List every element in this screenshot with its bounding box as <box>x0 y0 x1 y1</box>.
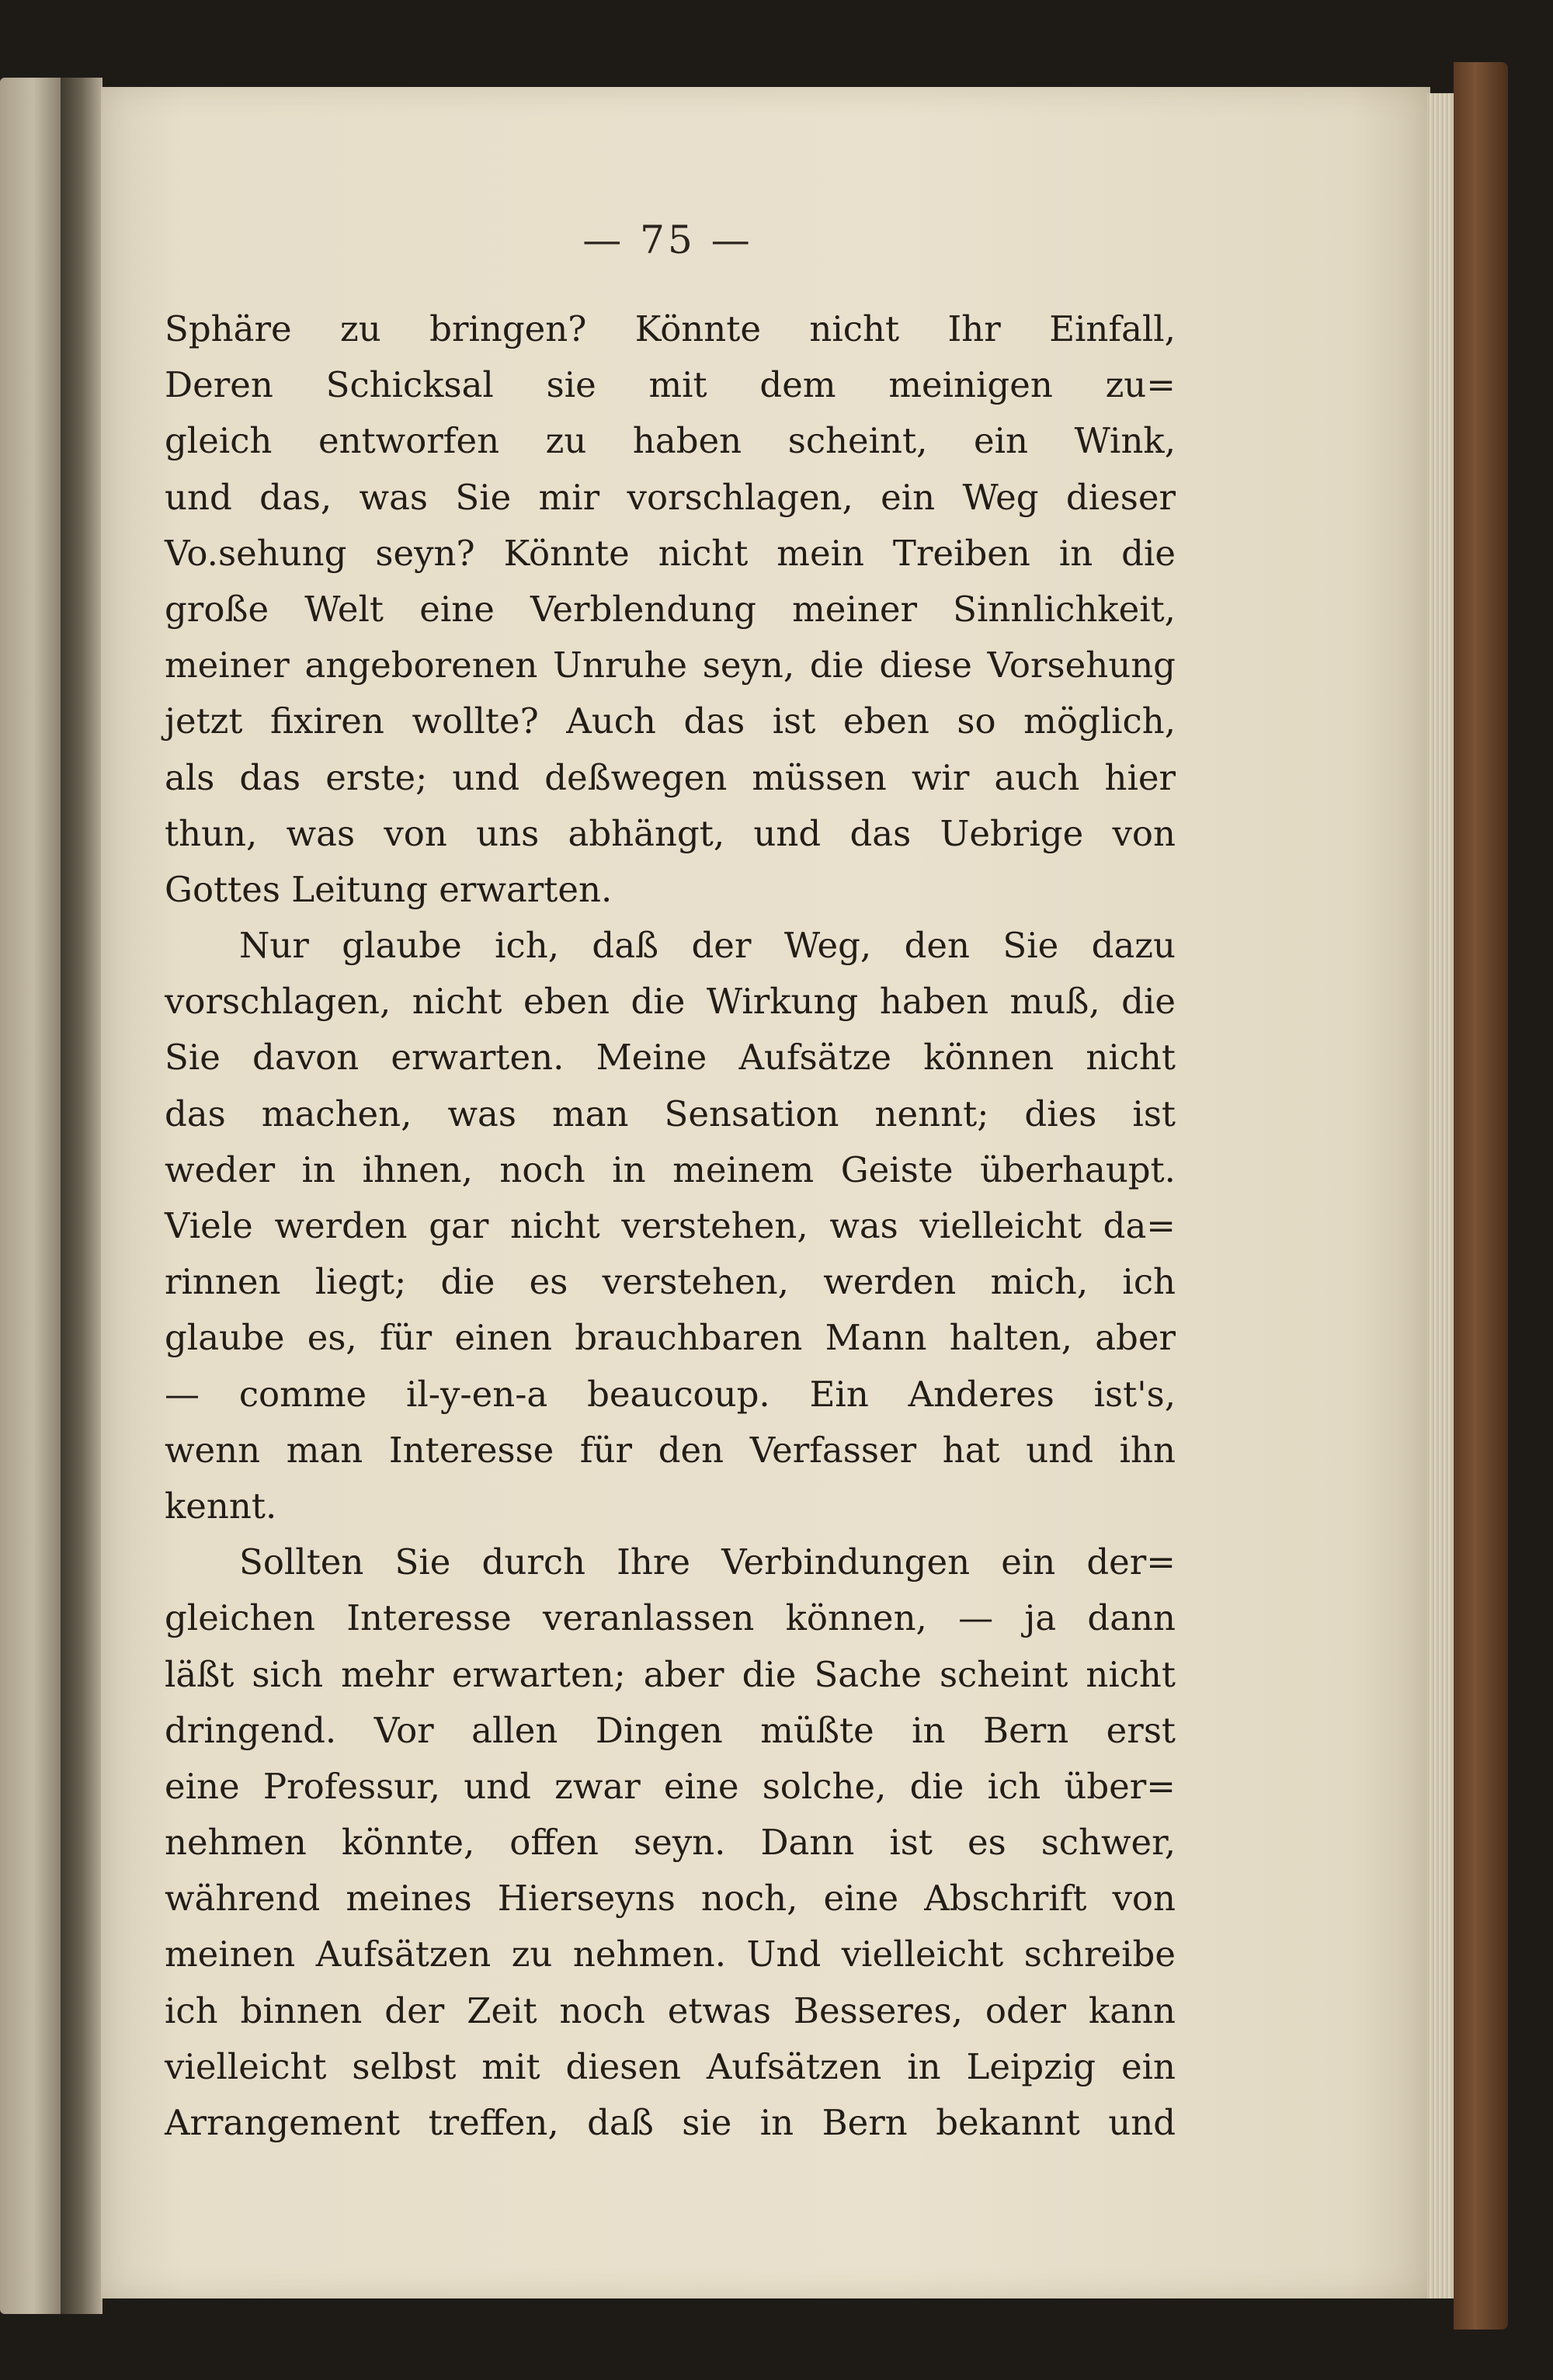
text-line: jetzt fixiren wollte? Auch das ist eben so möglich, <box>165 700 1176 742</box>
text-line: wenn man Interesse für den Verfasser hat und ihn <box>165 1429 1176 1471</box>
text-line: thun, was von uns abhängt, und das Uebrige von <box>165 812 1176 854</box>
text-line: gleich entworfen zu haben scheint, ein Wink, <box>165 420 1176 462</box>
previous-page-edge <box>0 78 61 2314</box>
text-line: Sphäre zu bringen? Könnte nicht Ihr Einfall, <box>165 308 1176 349</box>
text-line: — comme il-y-en-a beaucoup. Ein Anderes ist's, <box>165 1373 1176 1415</box>
text-line: Gottes Leitung erwarten. <box>165 868 613 910</box>
text-line: gleichen Interesse veranlassen können, — ja dann <box>165 1597 1176 1639</box>
text-line: Arrangement treffen, daß sie in Bern bekannt und <box>165 2102 1176 2143</box>
text-line: eine Professur, und zwar eine solche, die ich über= <box>165 1765 1176 1807</box>
text-line: als das erste; und deßwegen müssen wir auch hier <box>165 756 1176 798</box>
text-line: und das, was Sie mir vorschlagen, ein Weg dieser <box>165 476 1176 518</box>
text-line: Vo.sehung seyn? Könnte nicht mein Treiben in die <box>165 532 1176 574</box>
book-cover-edge <box>1454 62 1508 2330</box>
text-line: vorschlagen, nicht eben die Wirkung haben muß, die <box>165 981 1176 1023</box>
text-line: Deren Schicksal sie mit dem meinigen zu= <box>165 364 1176 406</box>
text-line: kennt. <box>165 1485 277 1527</box>
text-line: das machen, was man Sensation nennt; dies ist <box>165 1093 1176 1134</box>
text-line: Nur glaube ich, daß der Weg, den Sie dazu <box>239 925 1176 967</box>
book-gutter <box>61 78 102 2314</box>
text-line: weder in ihnen, noch in meinem Geiste überhaupt. <box>165 1148 1176 1190</box>
page-number: — 75 — <box>582 217 753 262</box>
text-line: glaube es, für einen brauchbaren Mann halten, aber <box>165 1317 1176 1359</box>
text-line: große Welt eine Verblendung meiner Sinnlichkeit, <box>165 588 1176 630</box>
text-line: während meines Hierseyns noch, eine Abschrift von <box>165 1878 1176 1920</box>
text-line: Viele werden gar nicht verstehen, was vielleicht da= <box>165 1205 1176 1246</box>
text-line: läßt sich mehr erwarten; aber die Sache scheint nicht <box>165 1653 1176 1695</box>
page-edges <box>1427 93 1454 2298</box>
body-text <box>165 301 1176 2151</box>
text-line: Sie davon erwarten. Meine Aufsätze können nicht <box>165 1037 1176 1079</box>
text-line: rinnen liegt; die es verstehen, werden mich, ich <box>165 1261 1176 1303</box>
text-line: vielleicht selbst mit diesen Aufsätzen in Leipzig ein <box>165 2045 1176 2087</box>
text-line: meinen Aufsätzen zu nehmen. Und vielleicht schreibe <box>165 1934 1176 1975</box>
text-line: dringend. Vor allen Dingen müßte in Bern erst <box>165 1709 1176 1751</box>
text-line: nehmen könnte, offen seyn. Dann ist es schwer, <box>165 1822 1176 1864</box>
text-line: meiner angeborenen Unruhe seyn, die diese Vorsehung <box>165 645 1176 686</box>
text-line: Sollten Sie durch Ihre Verbindungen ein der= <box>239 1541 1176 1583</box>
text-line: ich binnen der Zeit noch etwas Besseres, oder kann <box>165 1989 1176 2031</box>
